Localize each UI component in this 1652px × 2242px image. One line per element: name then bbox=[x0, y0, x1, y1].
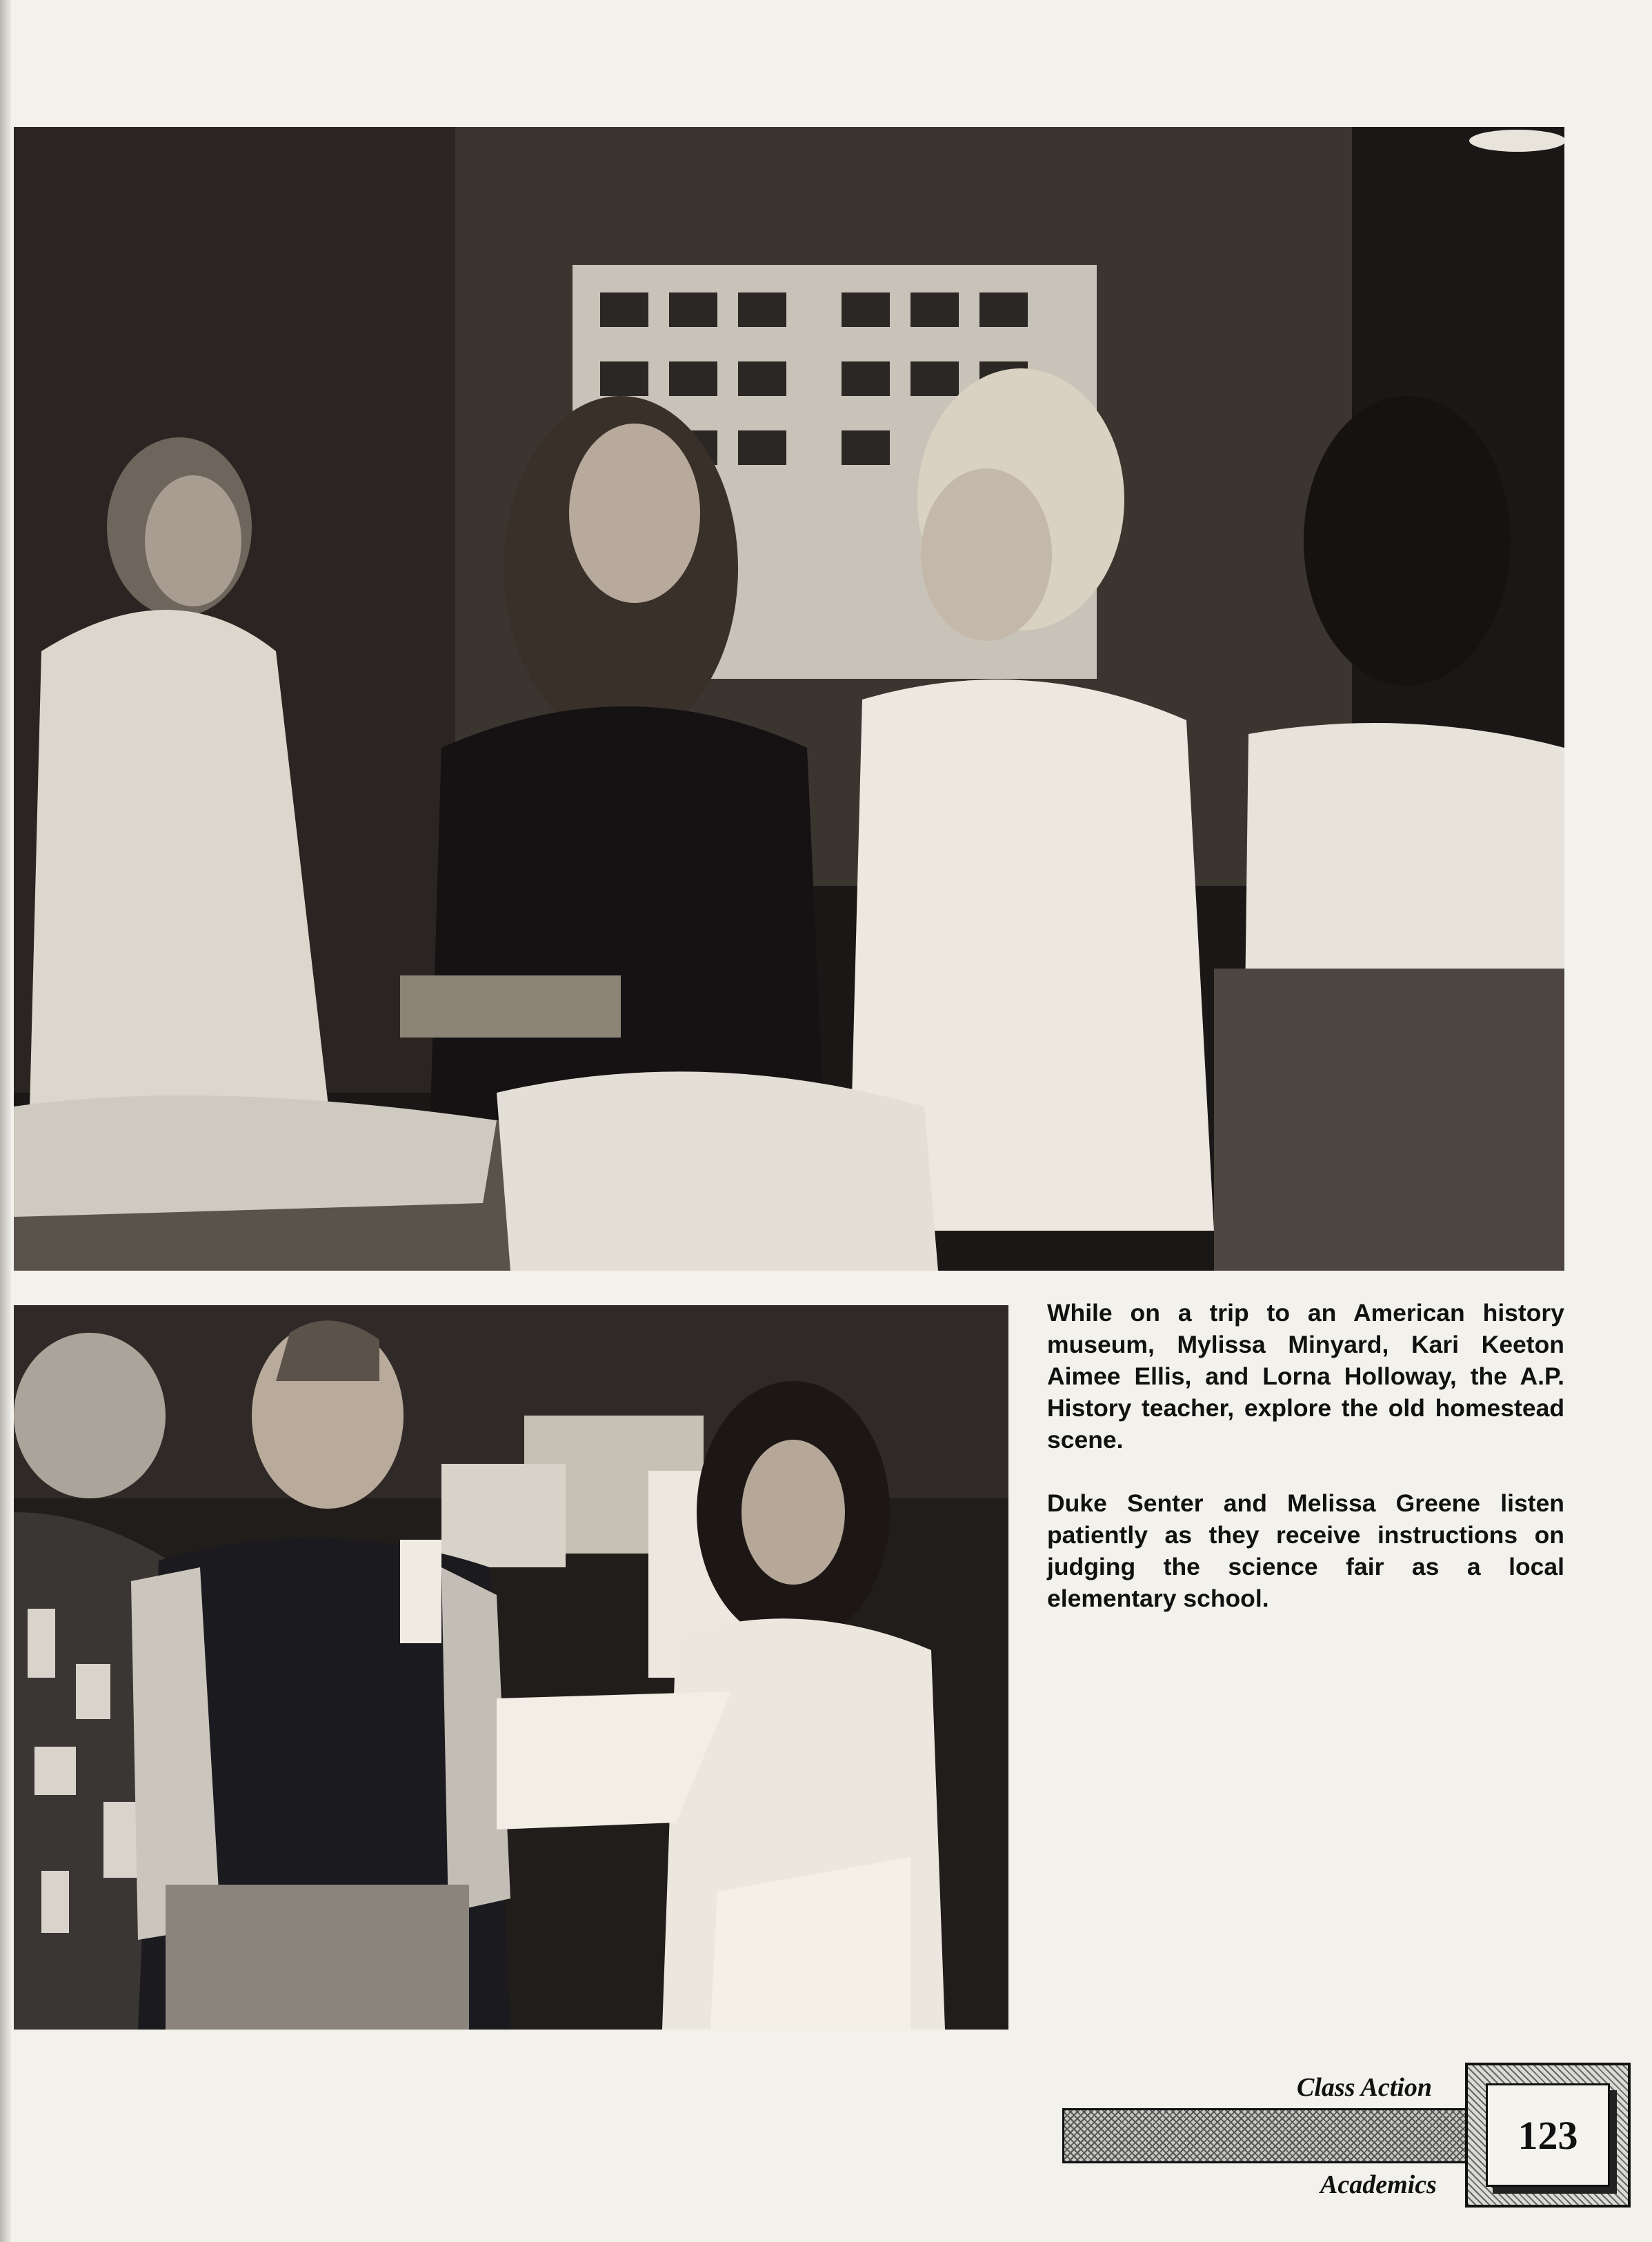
page-binding-shadow bbox=[0, 0, 11, 2242]
page-number: 123 bbox=[1517, 2112, 1578, 2158]
page-number-frame bbox=[1486, 2083, 1610, 2187]
caption-top-photo: While on a trip to an American history museum, Mylissa Minyard, Kari Keeton Aimee Ellis, and Lorna Holloway, the A.P. History teacher, explore the old homestead scene. bbox=[1047, 1299, 1564, 1454]
museum-trip-photo bbox=[14, 127, 1564, 1271]
folio-section-title: Class Action bbox=[1297, 2073, 1433, 2102]
photo-captions bbox=[1047, 1297, 1564, 1646]
caption-bottom-photo: Duke Senter and Melissa Greene listen patiently as they receive instructions on judging the science fair as a local elementary school. bbox=[1047, 1489, 1564, 1612]
folio-subsection-title: Academics bbox=[1320, 2170, 1437, 2199]
science-fair-photo bbox=[14, 1305, 1008, 2030]
page-number-box bbox=[1465, 2063, 1631, 2208]
